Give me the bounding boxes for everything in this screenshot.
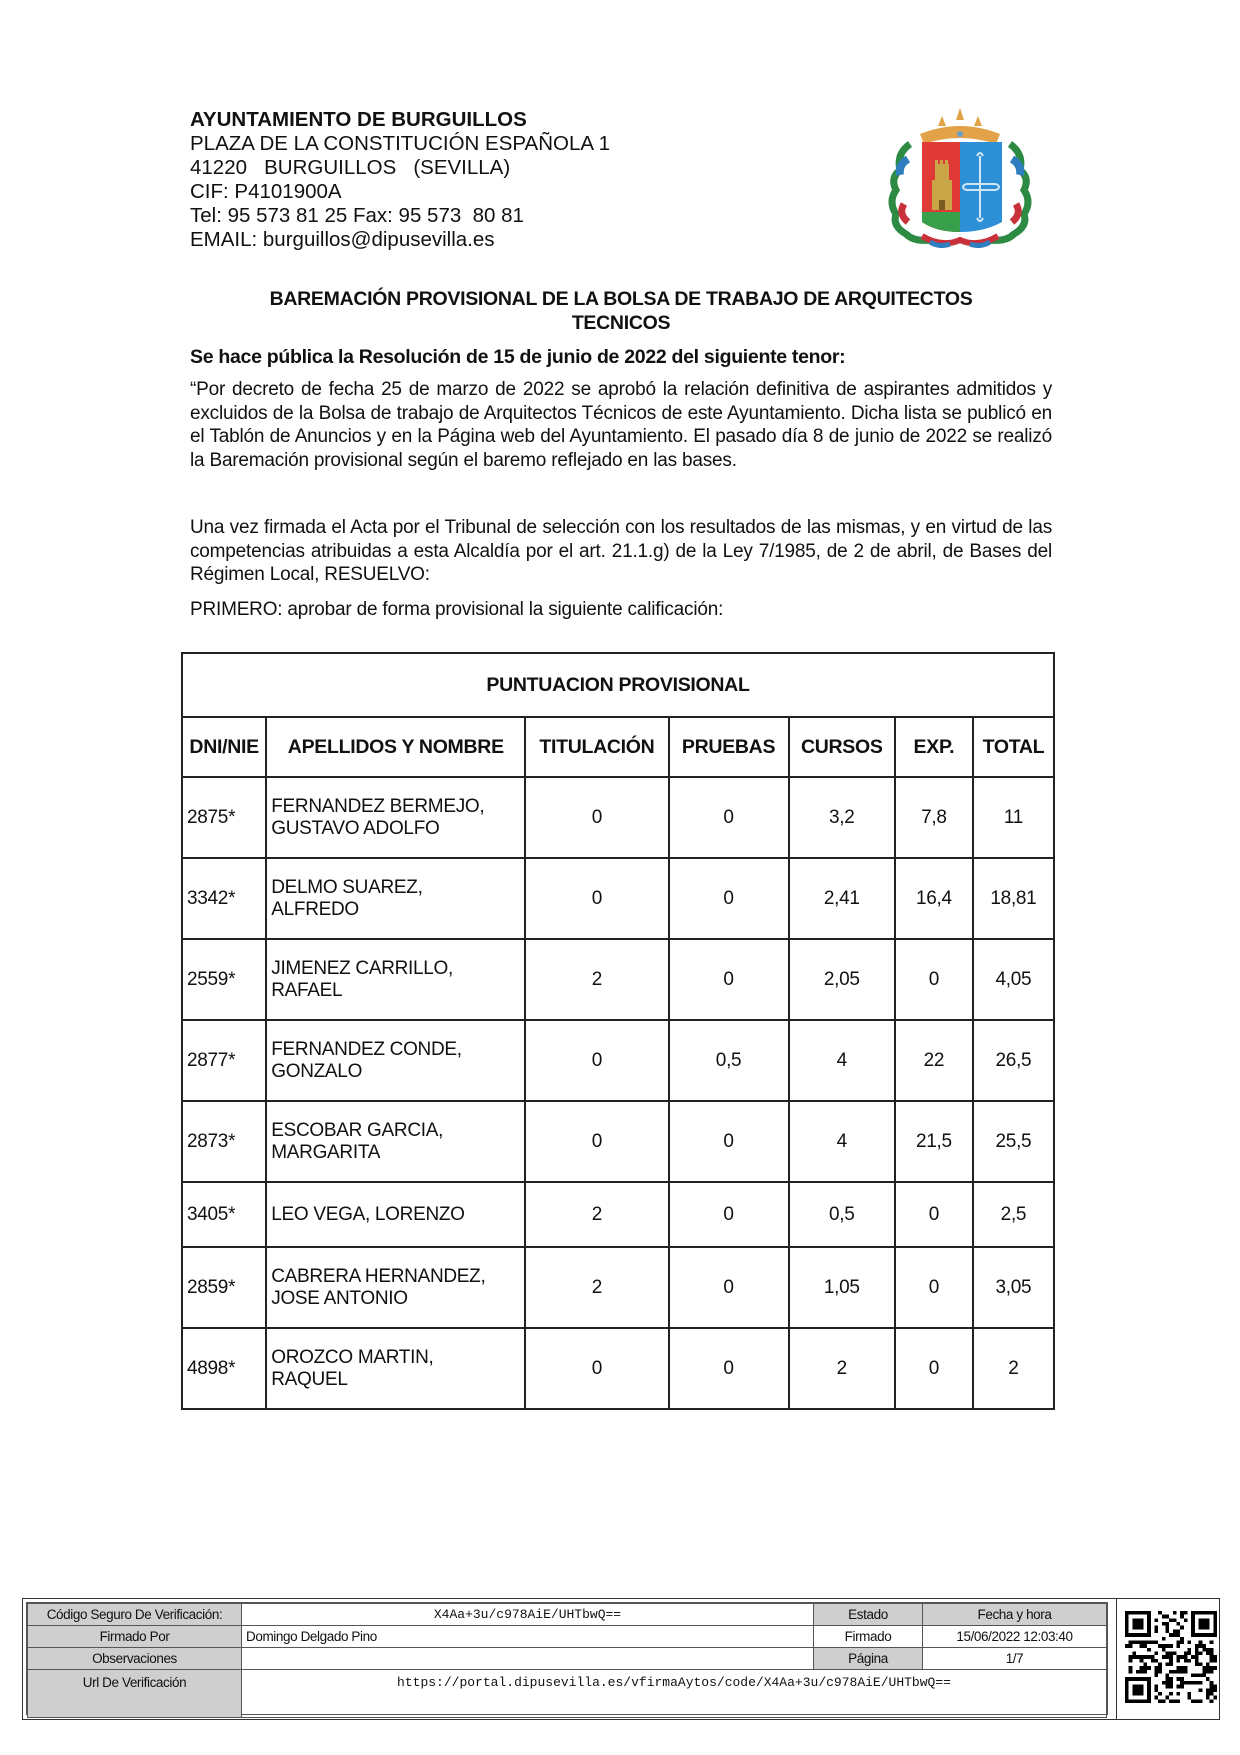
table-row xyxy=(182,1182,1054,1247)
column-header-name: APELLIDOS Y NOMBRE xyxy=(266,717,525,777)
cell-total xyxy=(973,858,1054,939)
cell-dni xyxy=(182,939,266,1020)
pruebas-value: 0 xyxy=(723,806,734,828)
exp-value: 0 xyxy=(928,1276,940,1298)
dni-value: 2859* xyxy=(187,1276,236,1298)
cell-name xyxy=(266,1020,525,1101)
titulacion-value: 0 xyxy=(591,1130,603,1152)
signature-row-signer xyxy=(28,1626,1107,1648)
cell-pruebas xyxy=(669,1247,789,1328)
csv-label: Código Seguro De Verificación: xyxy=(28,1604,242,1626)
name-line2: MARGARITA xyxy=(271,1141,381,1163)
cell-titulacion xyxy=(525,1328,668,1409)
document-title-line2: TECNICOS xyxy=(571,312,671,334)
titulacion-value: 0 xyxy=(591,887,603,909)
cell-cursos xyxy=(789,858,895,939)
cell-cursos xyxy=(789,1247,895,1328)
table-row xyxy=(182,1020,1054,1101)
titulacion-value: 2 xyxy=(591,968,603,990)
table-header-row xyxy=(182,717,1054,777)
cell-name xyxy=(266,1182,525,1247)
cell-exp xyxy=(895,1101,973,1182)
cursos-value: 2,05 xyxy=(823,968,860,990)
cell-dni xyxy=(182,858,266,939)
cell-name xyxy=(266,1101,525,1182)
verification-url-link[interactable]: https://portal.dipusevilla.es/vfirmaAytos/code/X4Aa+3u/c978AiE/UHTbwQ== xyxy=(242,1670,1107,1718)
cell-pruebas xyxy=(669,1101,789,1182)
organization-phone: Tel: 95 573 81 25 Fax: 95 573 80 81 xyxy=(190,204,524,227)
qr-code-cell xyxy=(1116,1599,1221,1719)
cell-pruebas xyxy=(669,1020,789,1101)
organization-cif: CIF: P4101900A xyxy=(190,180,342,203)
paragraph-primero: PRIMERO: aprobar de forma provisional la siguiente calificación: xyxy=(190,599,724,620)
cell-pruebas xyxy=(669,939,789,1020)
table-row xyxy=(182,939,1054,1020)
table-row xyxy=(182,1101,1054,1182)
cell-name xyxy=(266,777,525,858)
dni-value: 3405* xyxy=(187,1203,236,1225)
column-header-dni: DNI/NIE xyxy=(182,717,266,777)
exp-value: 0 xyxy=(928,1203,940,1225)
total-value: 3,05 xyxy=(995,1276,1032,1298)
qr-code-icon[interactable] xyxy=(1125,1611,1217,1703)
pruebas-value: 0 xyxy=(723,887,734,909)
cell-titulacion xyxy=(525,1247,668,1328)
pruebas-value: 0 xyxy=(723,1357,734,1379)
resolution-intro: Se hace pública la Resolución de 15 de junio de 2022 del siguiente tenor: xyxy=(190,346,846,368)
name-line1: OROZCO MARTIN, xyxy=(271,1346,434,1368)
cell-total xyxy=(973,1020,1054,1101)
table-row xyxy=(182,1247,1054,1328)
cell-name xyxy=(266,1328,525,1409)
cell-exp xyxy=(895,858,973,939)
cell-pruebas xyxy=(669,1328,789,1409)
name-line1: JIMENEZ CARRILLO, xyxy=(271,957,454,979)
estado-value: Firmado xyxy=(814,1626,923,1648)
cell-exp xyxy=(895,1182,973,1247)
cell-name xyxy=(266,939,525,1020)
dni-value: 4898* xyxy=(187,1357,236,1379)
titulacion-value: 2 xyxy=(591,1276,603,1298)
table-caption: PUNTUACION PROVISIONAL xyxy=(182,653,1054,717)
organization-email: EMAIL: burguillos@dipusevilla.es xyxy=(190,228,495,251)
fecha-value: 15/06/2022 12:03:40 xyxy=(923,1626,1107,1648)
pruebas-value: 0 xyxy=(723,1276,734,1298)
cursos-value: 3,2 xyxy=(829,806,855,828)
column-header-pruebas: PRUEBAS xyxy=(669,717,789,777)
firmado-por-value: Domingo Delgado Pino xyxy=(242,1626,814,1648)
cursos-value: 4 xyxy=(836,1130,847,1152)
titulacion-value: 0 xyxy=(591,1049,603,1071)
coat-of-arms-icon xyxy=(880,104,1040,254)
cell-name xyxy=(266,1247,525,1328)
cell-total xyxy=(973,1182,1054,1247)
total-value: 2,5 xyxy=(1000,1203,1027,1225)
cell-dni xyxy=(182,1182,266,1247)
total-value: 25,5 xyxy=(995,1130,1032,1152)
pagina-value: 1/7 xyxy=(923,1648,1107,1670)
document-title-line1: BAREMACIÓN PROVISIONAL DE LA BOLSA DE TRABAJO DE ARQUITECTOS xyxy=(269,288,973,310)
name-line2: GUSTAVO ADOLFO xyxy=(271,817,440,839)
cursos-value: 2,41 xyxy=(823,887,860,909)
cell-dni xyxy=(182,1020,266,1101)
cell-pruebas xyxy=(669,1182,789,1247)
table-row xyxy=(182,777,1054,858)
exp-value: 0 xyxy=(928,1357,940,1379)
cell-titulacion xyxy=(525,1182,668,1247)
cell-cursos xyxy=(789,1101,895,1182)
cell-total xyxy=(973,1247,1054,1328)
exp-value: 21,5 xyxy=(916,1130,952,1152)
table-row xyxy=(182,1328,1054,1409)
cell-titulacion xyxy=(525,1101,668,1182)
exp-value: 22 xyxy=(923,1049,945,1071)
cell-titulacion xyxy=(525,1020,668,1101)
organization-city: 41220 BURGUILLOS (SEVILLA) xyxy=(190,156,511,179)
table-caption-row xyxy=(182,653,1054,717)
cell-total xyxy=(973,939,1054,1020)
observaciones-label: Observaciones xyxy=(28,1648,242,1670)
cursos-value: 4 xyxy=(836,1049,847,1071)
name-line2: JOSE ANTONIO xyxy=(271,1287,408,1309)
signature-row-observaciones xyxy=(28,1648,1107,1670)
cell-dni xyxy=(182,1247,266,1328)
total-value: 11 xyxy=(1003,806,1023,828)
name-line2: RAQUEL xyxy=(271,1368,348,1390)
cell-cursos xyxy=(789,1020,895,1101)
dni-value: 2559* xyxy=(187,968,236,990)
total-value: 2 xyxy=(1008,1357,1019,1379)
cell-cursos xyxy=(789,777,895,858)
name-line2: RAFAEL xyxy=(271,979,343,1001)
csv-value[interactable]: X4Aa+3u/c978AiE/UHTbwQ== xyxy=(242,1604,814,1626)
exp-value: 16,4 xyxy=(916,887,952,909)
exp-value: 7,8 xyxy=(921,806,947,828)
cell-exp xyxy=(895,1247,973,1328)
signature-table xyxy=(27,1603,1107,1718)
cell-exp xyxy=(895,939,973,1020)
paragraph-decree: “Por decreto de fecha 25 de marzo de 2022 se aprobó la relación definitiva de aspirantes admitidos y excluidos de la Bolsa de trabajo de Arquitectos Técnicos de este Ayuntamiento. Dicha lista se publicó en el Tablón de Anuncios y en la Página web del Ayuntamiento. El pasado día 8 de junio de 2022 se realizó la Baremación provisional según el baremo reflejado en las bases. xyxy=(190,379,1052,471)
column-header-titulacion: TITULACIÓN xyxy=(525,717,668,777)
table-row xyxy=(182,858,1054,939)
titulacion-value: 2 xyxy=(591,1203,603,1225)
observaciones-value xyxy=(242,1648,814,1670)
total-value: 26,5 xyxy=(995,1049,1032,1071)
exp-value: 0 xyxy=(928,968,940,990)
cell-total xyxy=(973,1101,1054,1182)
cell-titulacion xyxy=(525,939,668,1020)
fecha-label: Fecha y hora xyxy=(923,1604,1107,1626)
cell-titulacion xyxy=(525,777,668,858)
dni-value: 2875* xyxy=(187,806,236,828)
name-line2: ALFREDO xyxy=(271,898,359,920)
estado-label: Estado xyxy=(814,1604,923,1626)
firmado-por-label: Firmado Por xyxy=(28,1626,242,1648)
column-header-exp: EXP. xyxy=(895,717,973,777)
total-value: 18,81 xyxy=(990,887,1037,909)
cell-exp xyxy=(895,1328,973,1409)
document-title xyxy=(190,287,1052,335)
cell-name xyxy=(266,858,525,939)
signature-box xyxy=(26,1602,1108,1715)
cell-pruebas xyxy=(669,858,789,939)
organization-name: AYUNTAMIENTO DE BURGUILLOS xyxy=(190,108,527,131)
titulacion-value: 0 xyxy=(591,806,603,828)
signature-verification-footer xyxy=(22,1598,1220,1720)
name-line1: CABRERA HERNANDEZ, xyxy=(271,1265,486,1287)
cell-dni xyxy=(182,1101,266,1182)
cell-total xyxy=(973,1328,1054,1409)
cell-cursos xyxy=(789,939,895,1020)
dni-value: 3342* xyxy=(187,887,236,909)
titulacion-value: 0 xyxy=(591,1357,603,1379)
organization-header xyxy=(190,108,610,252)
score-table xyxy=(181,652,1055,1410)
cell-cursos xyxy=(789,1328,895,1409)
total-value: 4,05 xyxy=(995,968,1032,990)
cursos-value: 1,05 xyxy=(823,1276,860,1298)
cell-dni xyxy=(182,1328,266,1409)
dni-value: 2873* xyxy=(187,1130,236,1152)
column-header-total: TOTAL xyxy=(973,717,1054,777)
url-label: Url De Verificación xyxy=(28,1670,242,1718)
name-line1: FERNANDEZ BERMEJO, xyxy=(271,795,485,817)
pruebas-value: 0 xyxy=(723,1203,734,1225)
name-line1: DELMO SUAREZ, xyxy=(271,876,423,898)
name-line2: GONZALO xyxy=(271,1060,363,1082)
pruebas-value: 0,5 xyxy=(715,1049,742,1071)
name-line1: FERNANDEZ CONDE, xyxy=(271,1038,462,1060)
cell-exp xyxy=(895,1020,973,1101)
name-line1: ESCOBAR GARCIA, xyxy=(271,1119,444,1141)
pruebas-value: 0 xyxy=(723,968,734,990)
cell-cursos xyxy=(789,1182,895,1247)
signature-row-csv xyxy=(28,1604,1107,1626)
pruebas-value: 0 xyxy=(723,1130,734,1152)
cell-total xyxy=(973,777,1054,858)
organization-address: PLAZA DE LA CONSTITUCIÓN ESPAÑOLA 1 xyxy=(190,132,610,155)
column-header-cursos: CURSOS xyxy=(789,717,895,777)
signature-row-url xyxy=(28,1670,1107,1718)
cell-exp xyxy=(895,777,973,858)
pagina-label: Página xyxy=(814,1648,923,1670)
cell-dni xyxy=(182,777,266,858)
cursos-value: 0,5 xyxy=(829,1203,855,1225)
dni-value: 2877* xyxy=(187,1049,236,1071)
cell-pruebas xyxy=(669,777,789,858)
cell-titulacion xyxy=(525,858,668,939)
name-line1: LEO VEGA, LORENZO xyxy=(271,1203,465,1225)
cursos-value: 2 xyxy=(836,1357,847,1379)
paragraph-resolution: Una vez firmada el Acta por el Tribunal de selección con los resultados de las mismas, y en virtud de las competencias atribuidas a esta Alcaldía por el art. 21.1.g) de la Ley 7/1985, de 2 de abril, de Bases del Régimen Local, RESUELVO: xyxy=(190,517,1052,585)
